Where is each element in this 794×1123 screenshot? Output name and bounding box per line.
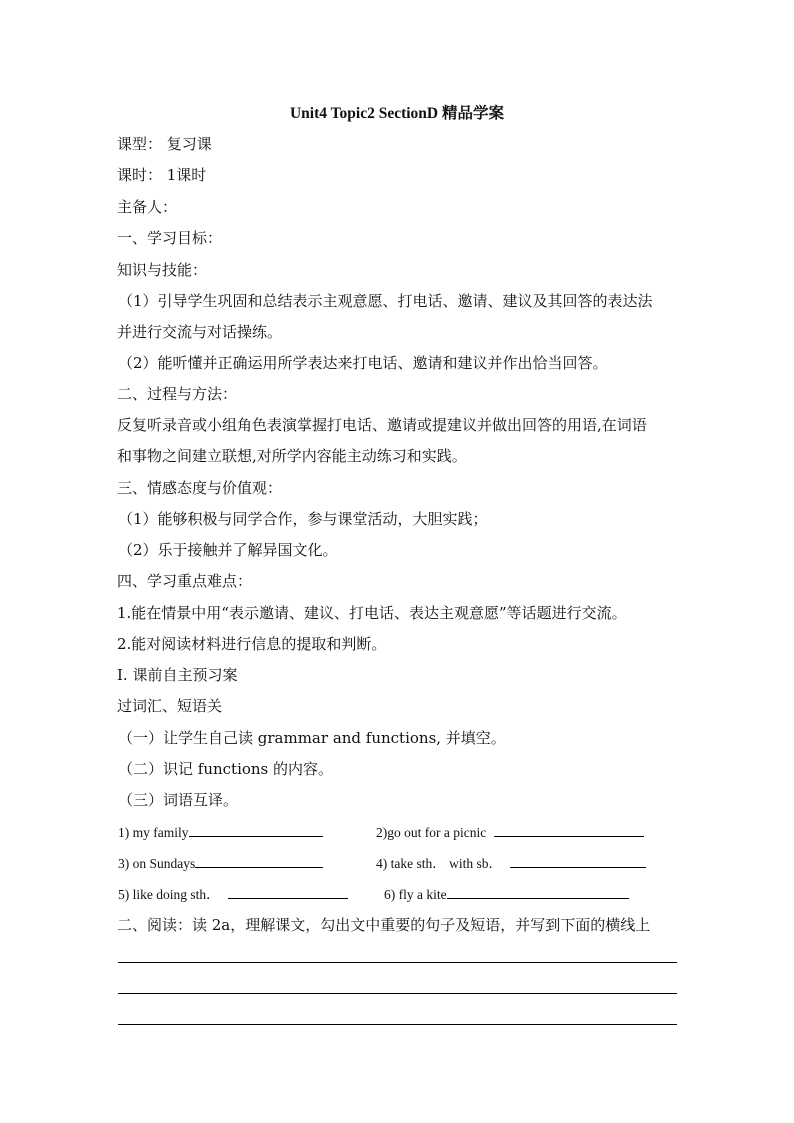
knowledge-item-2: （2）能听懂并正确运用所学表达来打电话、邀请和建议并作出恰当回答。 bbox=[118, 354, 608, 372]
knowledge-item-1-line-1: （1）引导学生巩固和总结表示主观意愿、打电话、邀请、建议及其回答的表达法 bbox=[118, 292, 653, 310]
key-point-1: 1.能在情景中用“表示邀请、建议、打电话、表达主观意愿”等话题进行交流。 bbox=[117, 604, 627, 622]
vocab-item bbox=[118, 822, 323, 842]
lesson-type: 课型： 复习课 bbox=[117, 135, 212, 153]
key-point-2: 2.能对阅读材料进行信息的提取和判断。 bbox=[117, 635, 387, 653]
reading-instruction: 二、阅读：读 2a，理解课文，勾出文中重要的句子及短语，并写到下面的横线上 bbox=[117, 916, 651, 934]
vocab-label: 1) my family bbox=[118, 825, 189, 840]
knowledge-heading: 知识与技能： bbox=[117, 261, 208, 279]
task-3: （三）词语互译。 bbox=[118, 791, 239, 809]
vocab-label: 6) fly a kite bbox=[384, 887, 447, 902]
vocab-item bbox=[376, 822, 644, 842]
vocab-label: 3) on Sundays bbox=[118, 856, 196, 871]
vocab-item bbox=[376, 853, 646, 873]
process-line-1: 反复听录音或小组角色表演掌握打电话、邀请或提建议并做出回答的用语,在词语 bbox=[117, 416, 647, 434]
attitude-item-1: （1）能够积极与同学合作，参与课堂活动，大胆实践； bbox=[118, 510, 488, 528]
vocab-item bbox=[384, 884, 629, 904]
vocab-item bbox=[118, 853, 323, 873]
vocab-label: 5) like doing sth． bbox=[118, 887, 220, 902]
writing-line[interactable] bbox=[118, 993, 677, 994]
vocab-label: 2)go out for a picnic bbox=[376, 825, 487, 840]
preparer: 主备人： bbox=[117, 198, 178, 216]
task-1: （一）让学生自己读 grammar and functions, 并填空。 bbox=[118, 729, 506, 747]
answer-blank[interactable] bbox=[228, 884, 348, 899]
section-heading-attitude: 三、情感态度与价值观： bbox=[117, 479, 283, 497]
writing-line[interactable] bbox=[118, 962, 677, 963]
attitude-item-2: （2）乐于接触并了解异国文化。 bbox=[118, 541, 338, 559]
lesson-time: 课时： 1课时 bbox=[117, 166, 207, 184]
answer-blank[interactable] bbox=[447, 884, 629, 899]
process-line-2: 和事物之间建立联想,对所学内容能主动练习和实践。 bbox=[117, 447, 467, 465]
vocab-heading: 过词汇、短语关 bbox=[117, 697, 223, 715]
section-heading-process: 二、过程与方法： bbox=[117, 385, 238, 403]
answer-blank[interactable] bbox=[195, 853, 323, 868]
knowledge-item-1-line-2: 并进行交流与对话操练。 bbox=[117, 323, 283, 341]
answer-blank[interactable] bbox=[189, 822, 323, 837]
section-heading-key-points: 四、学习重点难点： bbox=[117, 572, 253, 590]
answer-blank[interactable] bbox=[510, 853, 646, 868]
task-2: （二）识记 functions 的内容。 bbox=[118, 760, 334, 778]
vocab-item bbox=[118, 884, 348, 904]
answer-blank[interactable] bbox=[494, 822, 644, 837]
page-title: Unit4 Topic2 SectionD 精品学案 bbox=[289, 105, 504, 122]
vocab-label: 4) take sth． with sb． bbox=[376, 856, 502, 871]
section-heading-objectives: 一、学习目标： bbox=[117, 229, 223, 247]
writing-line[interactable] bbox=[118, 1024, 677, 1025]
part-1-heading: I. 课前自主预习案 bbox=[117, 666, 238, 684]
